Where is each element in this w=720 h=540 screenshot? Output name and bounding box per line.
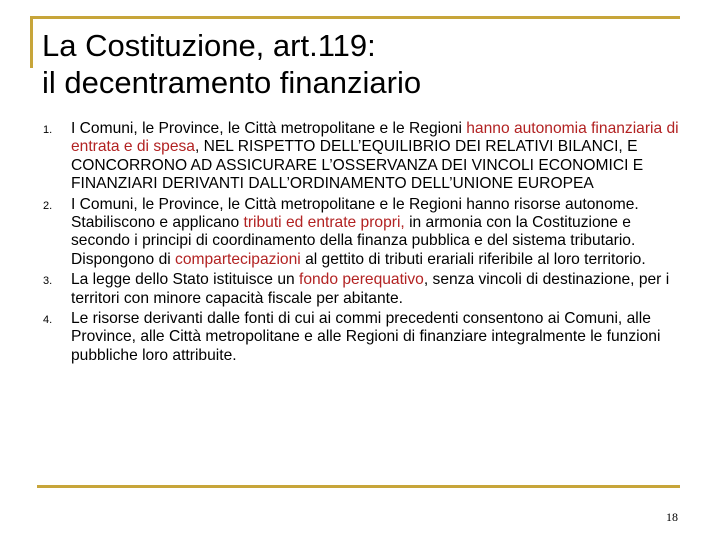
article-points-list (0, 120, 690, 367)
item-highlight: hanno autonomia finanziaria di entrata e di spesa (71, 120, 679, 156)
item-text: , senza vincoli di destinazione, per i territori con minore capacità fiscale per abitante. (71, 271, 670, 307)
item-number: 2. (43, 199, 53, 212)
left-border-line (30, 16, 33, 68)
title-line-1: La Costituzione, art.119: (42, 28, 376, 63)
bottom-border-line (37, 485, 680, 488)
item-highlight: tributi ed entrate propri, (243, 214, 405, 232)
item-highlight: compartecipazioni (175, 250, 301, 268)
item-text: I Comuni, le Province, le Città metropolitane e le Regioni hanno risorse autonome. Stabiliscono e applicano (71, 195, 639, 232)
list-item (0, 271, 690, 308)
slide-title (42, 27, 682, 101)
page-number: 18 (666, 510, 678, 524)
item-text: La legge dello Stato istituisce un (71, 271, 299, 289)
title-line-2: il decentramento finanziario (42, 65, 422, 100)
list-item (0, 310, 690, 365)
item-number: 1. (43, 124, 53, 136)
item-text: al gettito di tributi erariali riferibile al loro territorio. (300, 250, 646, 268)
top-border-line (30, 16, 680, 19)
list-item (0, 196, 690, 270)
item-number: 4. (43, 314, 53, 327)
item-highlight: fondo perequativo (299, 271, 424, 289)
item-text: Le risorse derivanti dalle fonti di cui ai commi precedenti consentono ai Comuni, alle Province, alle Città metropolitane e alle Regioni di finanziare integralmente le funzioni pubbliche loro attribuite. (71, 310, 661, 364)
item-text: I Comuni, le Province, le Città metropolitane e le Regioni (71, 120, 467, 137)
item-text: , NEL RISPETTO DELL’EQUILIBRIO DEI RELATIVI BILANCI, E CONCORRONO AD ASSICURARE L’OSSERVANZA DEI VINCOLI ECONOMICI E FINANZIARI DERIVANTI DALL’ORDINAMENTO DELL’UNIONE EUROPEA (71, 138, 644, 193)
item-number: 3. (43, 275, 53, 288)
list-item (0, 120, 690, 194)
item-text: in armonia con la Costituzione e secondo i principi di coordinamento della finanza pubblica e del sistema tributario. Dispongono di (71, 214, 636, 268)
